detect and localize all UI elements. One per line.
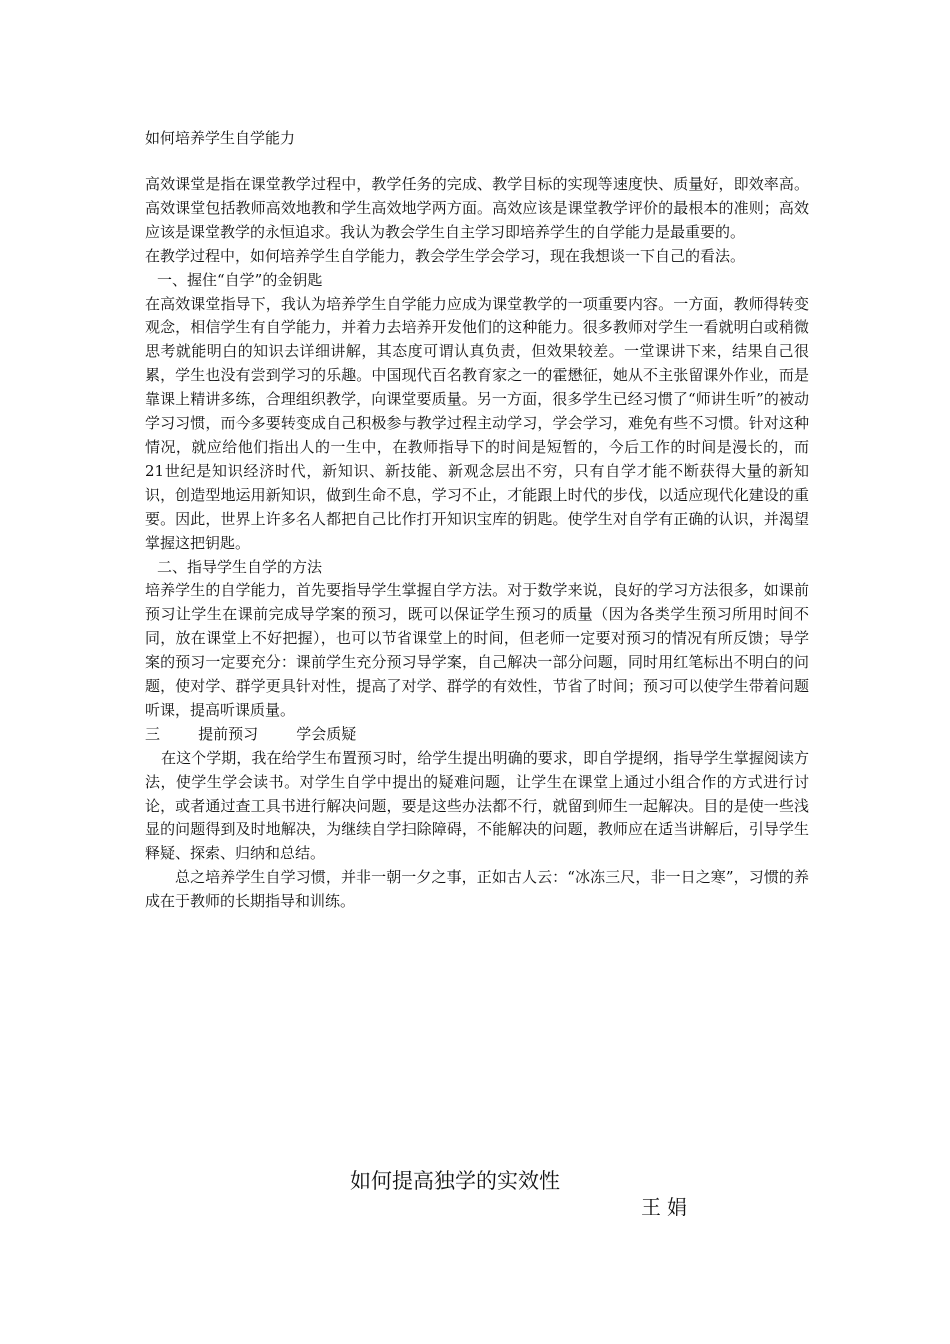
next-article-author: 王娟 — [641, 1195, 693, 1219]
section-heading-1: 一、握住“自学”的金钥匙 — [157, 270, 323, 289]
purpose-paragraph: 在教学过程中，如何培养学生自学能力，教会学生学会学习，现在我想谈一下自己的看法。 — [145, 246, 746, 265]
section-2-paragraph: 培养学生的自学能力，首先要指导学生掌握自学方法。对于数学来说，良好的学习方法很多，如课前预习让学生在课前完成导学案的预习，既可以保证学生预习的质量（因为各类学生预习所用时间不同，放在课堂上不好把握），也可以节省课堂上的时间，但老师一定要对预习的情况有所反馈；导学案的预习一定要充分：课前学生充分预习导学案，自己解决一部分问题，同时用红笔标出不明白的问题，使对学、群学更具针对性，提高了对学、群学的有效性，节省了时间；预习可以使学生带着问题听课，提高听课质量。 — [145, 581, 809, 719]
section-3-paragraph: 在这个学期，我在给学生布置预习时，给学生提出明确的要求，即自学提纲，指导学生掌握阅读方法，使学生学会读书。对学生自学中提出的疑难问题，让学生在课堂上通过小组合作的方式进行讨论，或者通过查工具书进行解决问题，要是这些办法都不行，就留到师生一起解决。目的是使一些浅显的问题得到及时地解决，为继续自学扫除障碍，不能解决的问题，教师应在适当讲解后，引导学生释疑、探索、归纳和总结。 — [145, 748, 809, 863]
section-1-paragraph: 在高效课堂指导下，我认为培养学生自学能力应成为课堂教学的一项重要内容。一方面，教师得转变观念，相信学生有自学能力，并着力去培养开发他们的这种能力。很多教师对学生一看就明白或稍微思考就能明白的知识去详细讲解，其态度可谓认真负责，但效果较差。一堂课讲下来，结果自己很累，学生也没有尝到学习的乐趣。中国现代百名教育家之一的霍懋征，她从不主张留课外作业，而是靠课上精讲多练，合理组织教学，向课堂要质量。另一方面，很多学生已经习惯了“师讲生听”的被动学习习惯，而今多要转变成自己积极参与教学过程主动学习，学会学习，难免有些不习惯。针对这种情况，就应给他们指出人的一生中，在教师指导下的时间是短暂的，今后工作的时间是漫长的，而21世纪是知识经济时代，新知识、新技能、新观念层出不穷，只有自学才能不断获得大量的新知识，创造型地运用新知识，做到生命不息，学习不止，才能跟上时代的步伐，以适应现代化建设的重要。因此，世界上许多名人都把自己比作打开知识宝库的钥匙。使学生对自学有正确的认识，并渴望掌握这把钥匙。 — [145, 294, 809, 552]
conclusion-paragraph: 总之培养学生自学习惯，并非一朝一夕之事，正如古人云：“冰冻三尺，非一日之寒”，习惯的养成在于教师的长期指导和训练。 — [145, 868, 809, 911]
next-article-title: 如何提高独学的实效性 — [350, 1169, 560, 1193]
intro-paragraph: 高效课堂是指在课堂教学过程中，教学任务的完成、教学目标的实现等速度快、质量好，即效率高。高效课堂包括教师高效地教和学生高效地学两方面。高效应该是课堂教学评价的最根本的准则；高效应该是课堂教学的永恒追求。我认为教会学生自主学习即培养学生的自学能力是最重要的。 — [145, 175, 809, 241]
section-heading-3: 三 提前预习 学会质疑 — [145, 724, 357, 743]
section-heading-2: 二、指导学生自学的方法 — [157, 557, 323, 576]
document-title: 如何培养学生自学能力 — [145, 129, 296, 147]
document-body — [145, 173, 809, 914]
